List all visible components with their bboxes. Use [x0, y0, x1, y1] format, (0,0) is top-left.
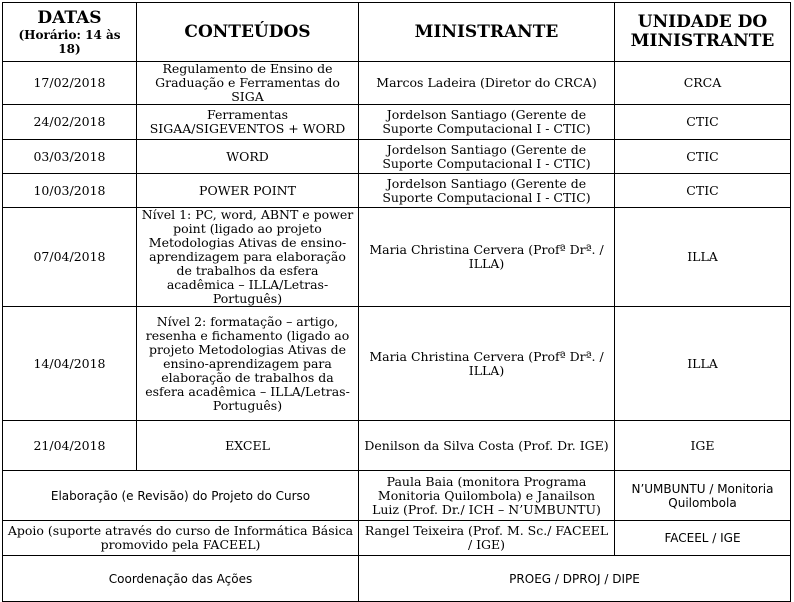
row-content: Nível 1: PC, word, ABNT e power point (ligado ao projeto Metodologias Ativas de ensino-aprendizagem para elaboração de trabalhos da esfera acadêmica – ILLA/Letras-Português) [137, 208, 359, 307]
row-minister: Rangel Teixeira (Prof. M. Sc./ FACEEL / IGE) [359, 521, 615, 556]
row-minister: Marcos Ladeira (Diretor do CRCA) [359, 62, 615, 105]
row-date: 14/04/2018 [3, 307, 137, 421]
row-date: 07/04/2018 [3, 208, 137, 307]
row-minister: Denilson da Silva Costa (Prof. Dr. IGE) [359, 421, 615, 471]
coordination-label: Coordenação das Ações [3, 556, 359, 602]
row-unit: CTIC [615, 105, 791, 140]
row-minister: Paula Baia (monitora Programa Monitoria Quilombola) e Janailson Luiz (Prof. Dr./ ICH – N’UMBUNTU) [359, 471, 615, 521]
header-unidade-line1: UNIDADE DO [637, 12, 768, 32]
header-unidade-line2: MINISTRANTE [630, 31, 775, 51]
schedule-table [2, 2, 791, 602]
header-unidade [615, 3, 791, 62]
row-date: 24/02/2018 [3, 105, 137, 140]
table-row [3, 140, 791, 174]
table-row [3, 307, 791, 421]
row-task-label: Elaboração (e Revisão) do Projeto do Curso [3, 471, 359, 521]
header-datas [3, 3, 137, 62]
row-minister: Jordelson Santiago (Gerente de Suporte Computacional I - CTIC) [359, 105, 615, 140]
header-ministrante: MINISTRANTE [359, 3, 615, 62]
row-minister: Jordelson Santiago (Gerente de Suporte Computacional I - CTIC) [359, 174, 615, 208]
row-content: POWER POINT [137, 174, 359, 208]
row-content: EXCEL [137, 421, 359, 471]
row-content: WORD [137, 140, 359, 174]
table-row [3, 521, 791, 556]
row-date: 03/03/2018 [3, 140, 137, 174]
row-unit: ILLA [615, 307, 791, 421]
row-task-label: Apoio (suporte através do curso de Informática Básica promovido pela FACEEL) [3, 521, 359, 556]
row-date: 17/02/2018 [3, 62, 137, 105]
row-content: Ferramentas SIGAA/SIGEVENTOS + WORD [137, 105, 359, 140]
row-minister: Maria Christina Cervera (Profª Drª. / ILLA) [359, 208, 615, 307]
header-row [3, 3, 791, 62]
row-minister: Jordelson Santiago (Gerente de Suporte Computacional I - CTIC) [359, 140, 615, 174]
table-row [3, 421, 791, 471]
row-unit: N’UMBUNTU / Monitoria Quilombola [615, 471, 791, 521]
row-unit: ILLA [615, 208, 791, 307]
row-minister: Maria Christina Cervera (Profª Drª. / ILLA) [359, 307, 615, 421]
table-row [3, 62, 791, 105]
table-row [3, 105, 791, 140]
row-unit: IGE [615, 421, 791, 471]
header-datas-subtitle: (Horário: 14 às 18) [18, 27, 121, 56]
row-date: 21/04/2018 [3, 421, 137, 471]
row-date: 10/03/2018 [3, 174, 137, 208]
table-row [3, 471, 791, 521]
row-unit: CTIC [615, 174, 791, 208]
coordination-value: PROEG / DPROJ / DIPE [359, 556, 791, 602]
row-unit: CRCA [615, 62, 791, 105]
header-datas-title: DATAS [37, 7, 102, 28]
row-unit: FACEEL / IGE [615, 521, 791, 556]
row-unit: CTIC [615, 140, 791, 174]
header-conteudos: CONTEÚDOS [137, 3, 359, 62]
coordination-row [3, 556, 791, 602]
row-content: Regulamento de Ensino de Graduação e Ferramentas do SIGA [137, 62, 359, 105]
table-row [3, 208, 791, 307]
row-content: Nível 2: formatação – artigo, resenha e fichamento (ligado ao projeto Metodologias Ativas de ensino-aprendizagem para elaboração de trabalhos da esfera acadêmica – ILLA/Letras-Português) [137, 307, 359, 421]
table-row [3, 174, 791, 208]
